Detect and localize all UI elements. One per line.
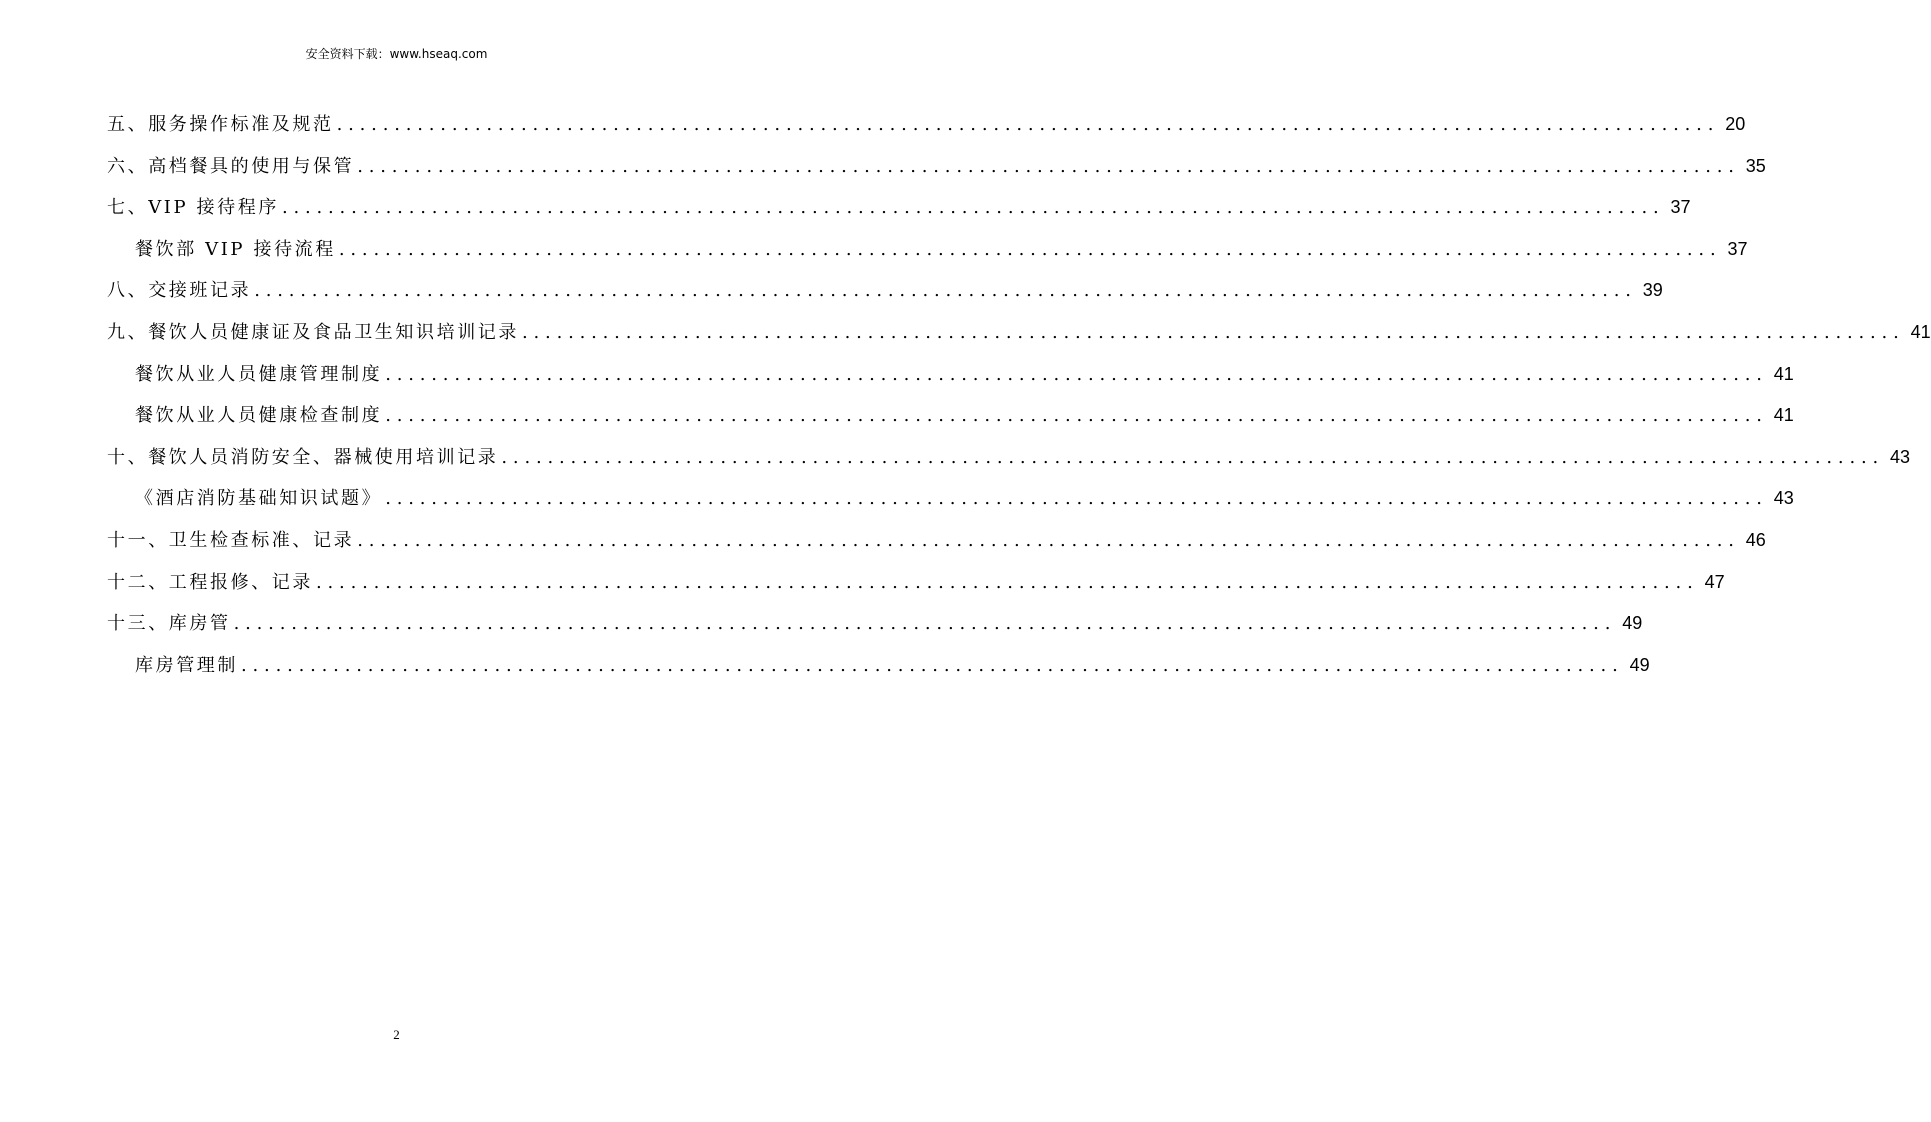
toc-entry-title: 七、VIP 接待程序 [107, 197, 279, 219]
toc-entry-title: 十、餐饮人员消防安全、器械使用培训记录 [107, 446, 499, 468]
toc-entry-title: 八、交接班记录 [107, 280, 252, 302]
toc-entry[interactable] [107, 603, 1643, 645]
toc-entry-page: 41 [1773, 363, 1794, 384]
toc-entry-title: 《酒店消防基础知识试题》 [135, 488, 383, 510]
toc-entry[interactable] [107, 270, 1663, 312]
toc-entry-title: 六、高档餐具的使用与保管 [107, 155, 355, 177]
page-header: 安全资料下载：www.hseaq.com [305, 47, 488, 61]
toc-entry-page: 43 [1889, 446, 1911, 467]
toc-entry-page: 37 [1670, 197, 1691, 218]
toc-entry-title: 九、餐饮人员健康证及食品卫生知识培训记录 [107, 321, 519, 343]
toc-entry-title: 十一、卫生检查标准、记录 [107, 529, 355, 551]
toc-entry-title: 餐饮部 VIP 接待流程 [135, 238, 336, 260]
toc-leader-dots: ........................................................................................................................ [357, 529, 1740, 551]
toc-entry[interactable] [107, 187, 1691, 229]
toc-entry-title: 十三、库房管 [107, 613, 231, 635]
toc-entry-title: 餐饮从业人员健康管理制度 [135, 363, 383, 385]
toc-entry[interactable] [107, 562, 1725, 604]
table-of-contents [107, 104, 1931, 686]
toc-leader-dots: ........................................................................................................................ [522, 321, 1905, 343]
toc-leader-dots: ........................................................................................................................ [385, 488, 1768, 510]
toc-entry-title: 库房管理制 [135, 654, 238, 676]
toc-entry[interactable] [107, 437, 1911, 479]
toc-entry-page: 46 [1745, 529, 1766, 550]
toc-entry-page: 49 [1629, 654, 1650, 675]
toc-leader-dots: ........................................................................................................................ [357, 155, 1740, 177]
toc-leader-dots: ........................................................................................................................ [316, 571, 1699, 593]
toc-entry-page: 47 [1704, 571, 1725, 592]
toc-entry-page: 41 [1773, 405, 1794, 426]
page-number: 2 [393, 1027, 400, 1042]
toc-leader-dots: ........................................................................................................................ [336, 114, 1720, 135]
toc-subentry[interactable] [107, 395, 1794, 437]
toc-subentry[interactable] [107, 478, 1794, 520]
toc-entry-page: 43 [1773, 488, 1794, 509]
toc-leader-dots: ........................................................................................................................ [233, 613, 1617, 635]
toc-leader-dots: ........................................................................................................................ [281, 197, 1665, 219]
toc-leader-dots: ........................................................................................................................ [241, 654, 1624, 676]
toc-subentry[interactable] [107, 645, 1650, 687]
toc-subentry[interactable] [107, 229, 1748, 271]
toc-entry[interactable] [107, 104, 1746, 146]
toc-entry[interactable] [107, 312, 1931, 354]
toc-leader-dots: ........................................................................................................................ [385, 405, 1768, 427]
toc-entry-page: 49 [1622, 613, 1643, 634]
toc-entry-page: 41 [1910, 321, 1931, 342]
toc-leader-dots: ........................................................................................................................ [254, 280, 1637, 302]
toc-entry-title: 十二、工程报修、记录 [107, 571, 313, 593]
toc-entry-page: 35 [1745, 155, 1766, 176]
toc-entry-title: 五、服务操作标准及规范 [107, 114, 334, 135]
toc-entry-page: 39 [1642, 280, 1663, 301]
toc-leader-dots: ........................................................................................................................ [338, 238, 1722, 260]
toc-subentry[interactable] [107, 354, 1794, 396]
toc-entry-page: 37 [1727, 238, 1748, 259]
toc-leader-dots: ........................................................................................................................ [385, 363, 1768, 385]
toc-entry[interactable] [107, 520, 1766, 562]
toc-entry[interactable] [107, 146, 1766, 188]
toc-entry-title: 餐饮从业人员健康检查制度 [135, 405, 383, 427]
toc-entry-page: 20 [1725, 114, 1746, 134]
toc-leader-dots: ........................................................................................................................ [501, 446, 1885, 468]
